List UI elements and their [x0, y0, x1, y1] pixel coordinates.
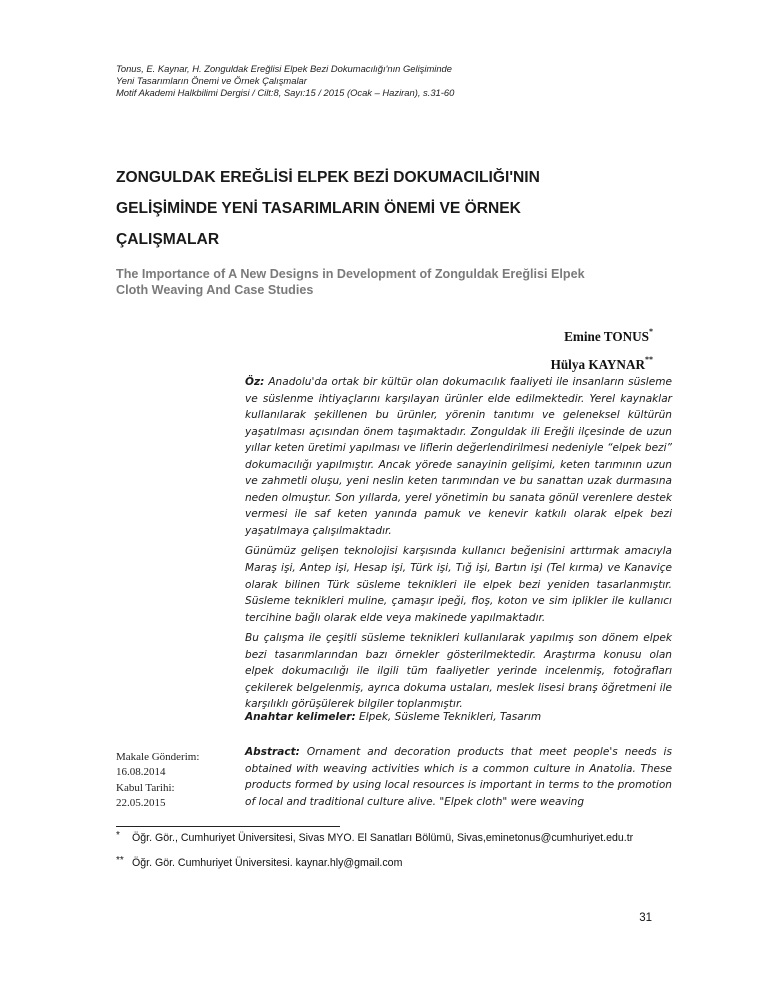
submitted-label: Makale Gönderim:: [116, 751, 200, 763]
turkish-abstract: [245, 374, 672, 717]
keywords-text: Elpek, Süsleme Teknikleri, Tasarım: [359, 711, 542, 723]
abstract-text: Ornament and decoration products that meet people's needs is obtained with weaving activities which is a common culture in Anatolia. These products formed by using local resources is important in terms to the promotion of local and traditional culture alive. "Elpek cloth" were weaving: [245, 746, 672, 808]
page-number: 31: [639, 912, 652, 924]
accepted-date: 22.05.2015: [116, 796, 166, 809]
footnote-text[interactable]: Öğr. Gör., Cumhuriyet Üniversitesi, Sivas MYO. El Sanatları Bölümü, Sivas,eminetonus@cumhuriyet.edu.tr: [132, 832, 634, 844]
title-line: ÇALIŞMALAR: [116, 231, 220, 248]
footnote-mark: *: [116, 830, 120, 841]
running-head: [116, 63, 676, 99]
author-list: [551, 320, 653, 376]
footnote-mark: **: [116, 855, 124, 866]
running-head-line: Tonus, E. Kaynar, H. Zonguldak Ereğlisi Elpek Bezi Dokumacılığı'nın Gelişiminde: [116, 63, 452, 74]
article-dates: [116, 750, 226, 811]
author: [551, 320, 653, 348]
footnote: [116, 857, 716, 870]
abstract-paragraph: Günümüz gelişen teknolojisi karşısında kullanıcı beğenisini arttırmak amacıyla Maraş işi, Antep işi, Hesap işi, Türk işi, Tığ işi, Bartın işi (Tel kırma) ve Kanaviçe olarak bilinen Türk süsleme teknikleri ile elpek bezi yeniden tasarlanmıştır. Süsleme teknikleri muline, çamaşır ipeği, floş, koton ve sim iplikler ile kullanıcı tercihine bağlı olarak elde veya makinede yapılmaktadır.: [245, 545, 672, 624]
abstract-paragraph: [245, 374, 672, 539]
title-line: ZONGULDAK EREĞLİSİ ELPEK BEZİ DOKUMACILIĞI'NIN: [116, 169, 540, 186]
article-title: [116, 162, 676, 255]
footnotes: [116, 832, 716, 870]
footnote: [116, 832, 716, 845]
footnote-mark[interactable]: **: [645, 355, 653, 364]
abstract-paragraph: Bu çalışma ile çeşitli süsleme teknikleri kullanılarak yapılmış son dönem elpek bezi tasarımlarından bazı örnekler gösterilmektedir. Araştırma konusu olan elpek dokumacılığı ile ilgili tüm faaliyetler yerinde incelenmiş, fotoğrafları çekilerek belgelenmiş, ayrıca dokuma ustaları, meslek lisesi branş öğretmeni ile karşılıklı görüşülerek bilgiler toplanmıştır.: [245, 632, 672, 711]
author: [551, 348, 653, 376]
abstract-label: Abstract:: [245, 746, 300, 758]
accepted-label: Kabul Tarihi:: [116, 781, 175, 794]
keywords: [245, 709, 672, 725]
footnote-text[interactable]: Öğr. Gör. Cumhuriyet Üniversitesi. kaynar.hly@gmail.com: [132, 857, 403, 869]
footnote-divider: [116, 826, 340, 827]
footnote-mark[interactable]: *: [649, 327, 653, 336]
author-name: Emine TONUS: [564, 329, 649, 344]
abstract-text: Anadolu'da ortak bir kültür olan dokumacılık faaliyeti ile insanların süsleme ve süslenme ihtiyaçlarını karşılayan ürünler elde edilmektedir. Yerel kaynaklar kullanılarak şekillenen bu ürünler, yörenin tanıtımı ve geleneksel kültürün yaşatılması açısından önem taşımaktadır. Zonguldak ili Ereğli ilçesinde de uzun yıllar keten üretimi yapılması ve liflerin değerlendirilmesi nedeniyle “elpek bezi” dokumacılığı yapılmıştır. Ancak yörede sanayinin gelişimi, keten tarımının uzun ve zahmetli oluşu, yeni neslin keten tarımından ve bu sanattan uzak durmasına neden olmuştur. Son yıllarda, yerel yönetimin bu sanata gönül verenlere destek vermesi ile saf keten yanında pamuk ve kenevir katkılı olarak elpek bezi yaşatılmaya çalışılmaktadır.: [245, 376, 672, 537]
running-head-line: Yeni Tasarımların Önemi ve Örnek Çalışmalar: [116, 75, 307, 86]
english-title-line: Cloth Weaving And Case Studies: [116, 283, 314, 297]
english-title: [116, 266, 676, 298]
keywords-label: Anahtar kelimeler:: [245, 711, 356, 723]
submitted-date: 16.08.2014: [116, 766, 166, 779]
running-head-line: Motif Akademi Halkbilimi Dergisi / Cilt:8, Sayı:15 / 2015 (Ocak – Haziran), s.31-60: [116, 87, 455, 98]
title-line: GELİŞİMİNDE YENİ TASARIMLARIN ÖNEMİ VE ÖRNEK: [116, 200, 521, 217]
author-name: Hülya KAYNAR: [550, 357, 645, 372]
english-abstract: [245, 744, 672, 810]
english-title-line: The Importance of A New Designs in Development of Zonguldak Ereğlisi Elpek: [116, 267, 585, 281]
abstract-label: Öz:: [245, 376, 265, 388]
